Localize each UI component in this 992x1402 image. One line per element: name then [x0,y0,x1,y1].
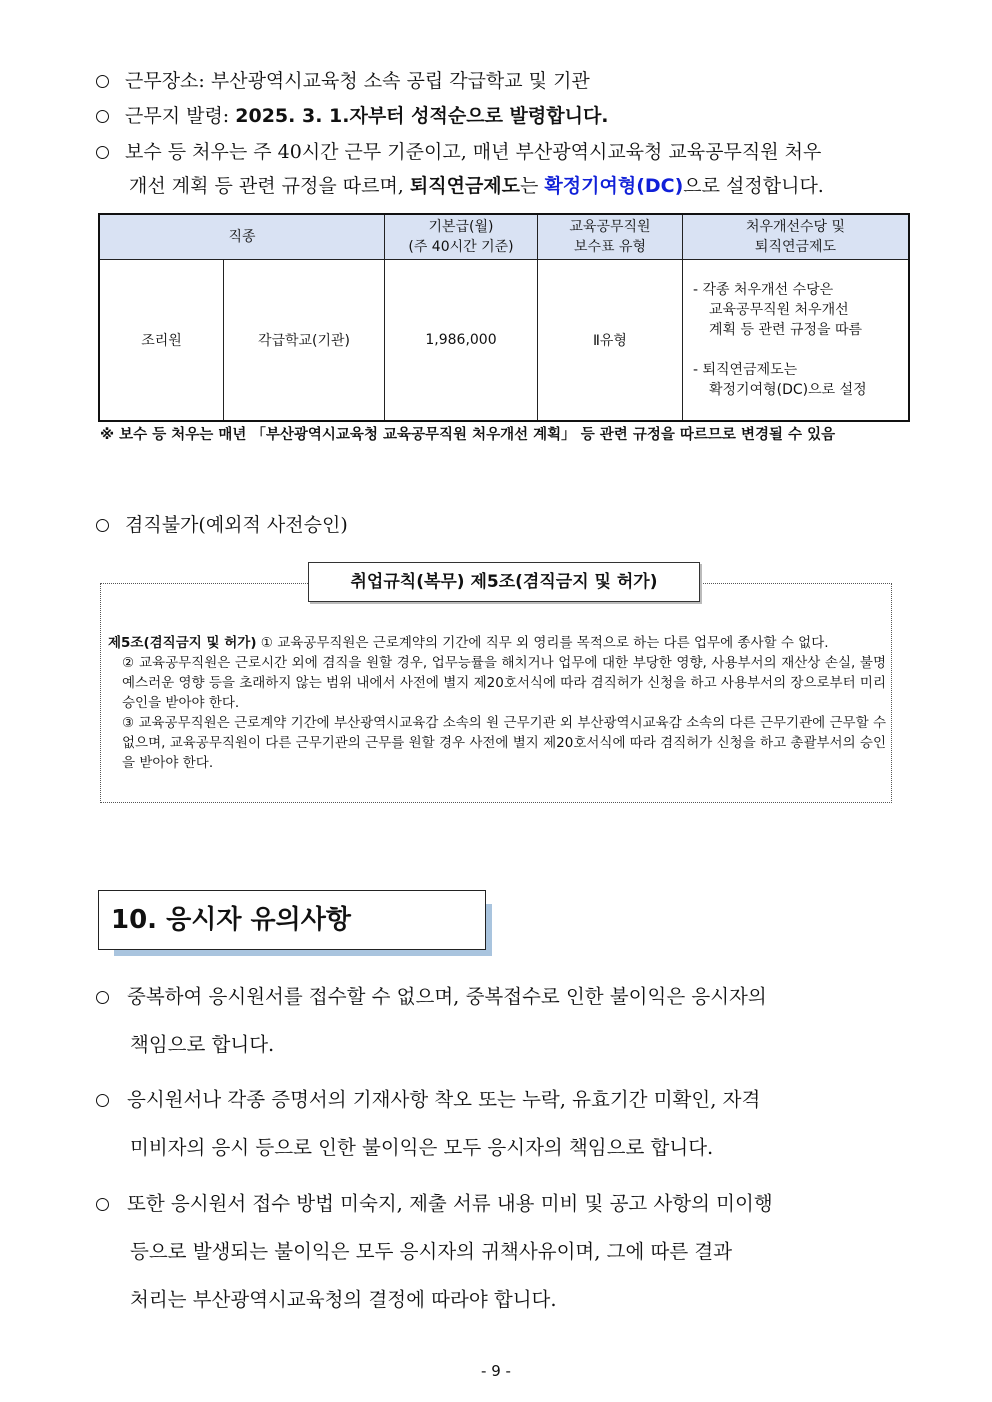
cell-job: 조리원 [99,260,224,422]
header-benefits [683,214,910,260]
table-header-row [99,214,909,260]
table-row [99,260,909,422]
assignment-line [96,105,609,127]
rule-clause-3: ③ 교육공무직원은 근로계약 기간에 부산광역시교육감 소속의 원 근무기관 외 부산광역시교육감 소속의 다른 근무기관에 근무할 수 없으며, 교육공무직원이 다른 근무기관의 근무를 원할 경우 사전에 별지 제20호서식에 따라 겸직허가 신청을 하고 총괄부서의 승인을 받아야 한다. [122,715,886,771]
pension-term: 퇴직연금제도 [409,175,521,197]
header-salary-l1: 기본급(월) [428,219,494,235]
header-paytype-l2: 보수표 유형 [573,239,647,255]
pay-text-2c: 으로 설정합니다. [683,175,824,197]
pay-table [98,213,910,422]
dual-job-line [96,514,348,536]
circle-bullet-icon [96,1198,109,1211]
note-1c: 계획 등 관련 규정을 따름 [709,322,863,338]
pension-type: 확정기여형(DC) [544,175,684,197]
caution-2 [96,1076,901,1172]
rule-article: 제5조(겸직금지 및 허가) [108,635,257,651]
rule-clause-2: ② 교육공무직원은 근로시간 외에 겸직을 원할 경우, 업무능률을 해치거나 업무에 대한 부당한 영향, 사용부서의 재산상 손실, 불명예스러운 영향 등을 초래하지 않는 범위 내에서 사전에 별지 제20호서식에 따라 겸직허가 신청을 하고 사용부서의 장으로부터 미리 승인을 받아야 한다. [122,655,886,711]
cell-place: 각급학교(기관) [224,260,385,422]
rule-paragraph-1 [108,633,886,653]
pay-line-2 [129,175,824,197]
caution-1-line-2: 책임으로 합니다. [130,1033,275,1056]
rule-text [108,633,886,773]
header-salary [385,214,538,260]
header-paytype-l1: 교육공무직원 [569,219,651,235]
circle-bullet-icon [96,110,109,123]
cell-salary: 1,986,000 [385,260,538,422]
pay-text-1: 보수 등 처우는 주 40시간 근무 기준이고, 매년 부산광역시교육청 교육공무직원 처우 [125,141,822,163]
cell-type: Ⅱ유형 [538,260,683,422]
note-2a: - 퇴직연금제도는 [693,362,798,378]
caution-2-line-2: 미비자의 응시 등으로 인한 불이익은 모두 응시자의 책임으로 합니다. [130,1136,714,1159]
note-1a: - 각종 처우개선 수당은 [693,282,834,298]
circle-bullet-icon [96,75,109,88]
pay-text-2b: 는 [520,175,545,197]
note-2b: 확정기여형(DC)으로 설정 [709,382,867,398]
workplace-text: 근무장소: 부산광역시교육청 소속 공립 각급학교 및 기관 [125,70,590,92]
assignment-label: 근무지 발령: [125,105,236,127]
caution-2-line-1: 응시원서나 각종 증명서의 기재사항 착오 또는 누락, 유효기간 미확인, 자격 [127,1088,761,1111]
header-job: 직종 [99,214,385,260]
cell-benefits [683,260,910,422]
circle-bullet-icon [96,1094,109,1107]
header-salary-l2: (주 40시간 기준) [408,239,514,255]
circle-bullet-icon [96,991,109,1004]
rule-title: 취업규칙(복무) 제5조(겸직금지 및 허가) [308,562,700,602]
section-title: 10. 응시자 유의사항 [98,890,486,950]
page-number: - 9 - [481,1362,511,1380]
rule-clause-1: ① 교육공무직원은 근로계약의 기간에 직무 외 영리를 목적으로 하는 다른 업무에 종사할 수 없다. [256,635,829,651]
dual-job-text: 겸직불가(예외적 사전승인) [125,514,348,536]
caution-3-line-2: 등으로 발생되는 불이익은 모두 응시자의 귀책사유이며, 그에 따른 결과 [130,1240,733,1263]
caution-3-line-1: 또한 응시원서 접수 방법 미숙지, 제출 서류 내용 미비 및 공고 사항의 미이행 [127,1192,773,1215]
header-benefits-l2: 퇴직연금제도 [754,239,837,255]
pay-line-1 [96,141,821,163]
caution-1 [96,973,901,1069]
assignment-date: 2025. 3. 1.자부터 성적순으로 발령합니다. [235,105,609,127]
circle-bullet-icon [96,519,109,532]
pay-notice: ※ 보수 등 처우는 매년 「부산광역시교육청 교육공무직원 처우개선 계획」 등 관련 규정을 따르므로 변경될 수 있음 [100,427,836,443]
caution-3-line-3: 처리는 부산광역시교육청의 결정에 따라야 합니다. [130,1288,557,1311]
pay-text-2a: 개선 계획 등 관련 규정을 따르며, [129,175,410,197]
workplace-line [96,70,590,92]
caution-1-line-1: 중복하여 응시원서를 접수할 수 없으며, 중복접수로 인한 불이익은 응시자의 [127,985,767,1008]
note-1b: 교육공무직원 처우개선 [709,302,849,318]
header-benefits-l1: 처우개선수당 및 [745,219,846,235]
caution-3 [96,1180,901,1324]
circle-bullet-icon [96,146,109,159]
header-paytype [538,214,683,260]
